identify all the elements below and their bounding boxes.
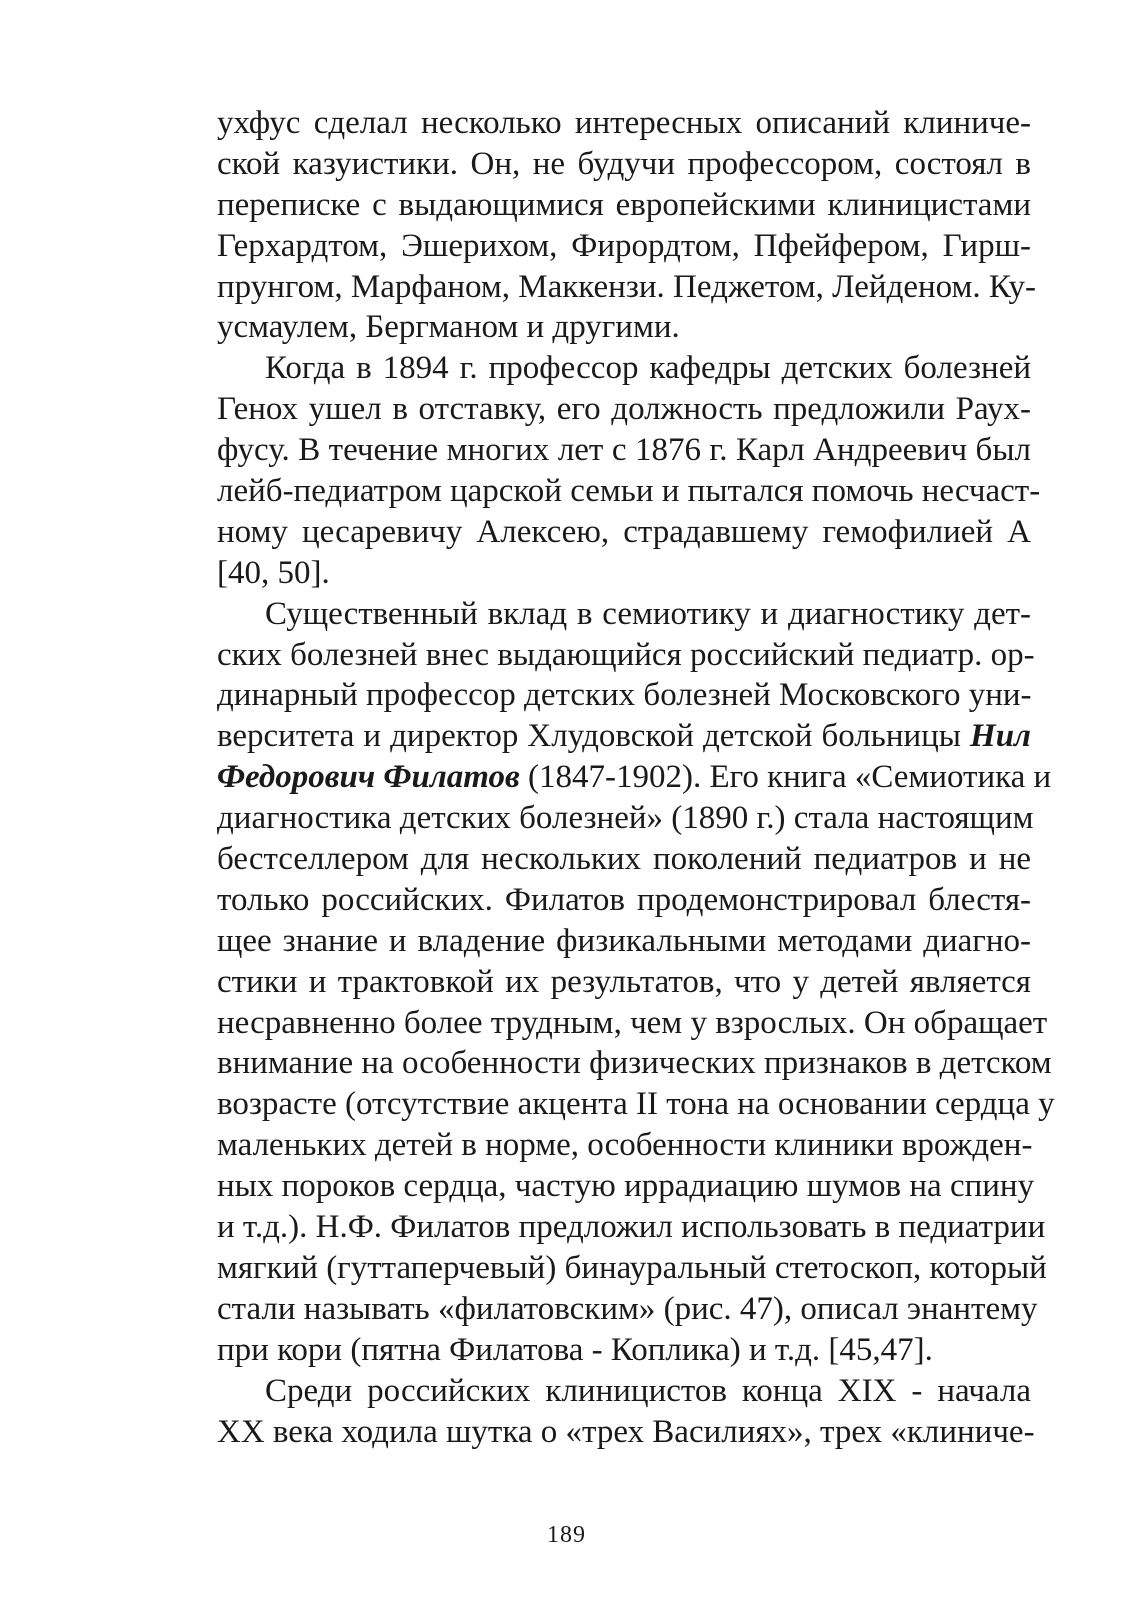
text-line: возрасте (отсутствие акцента II тона на основании сердца у <box>217 1086 1055 1123</box>
person-name-emphasis: Нил <box>970 718 1031 755</box>
text-line: прунгом, Марфаном, Маккензи. Педжетом, Лейденом. Ку- <box>217 268 1036 305</box>
text-line: ской казуистики. Он, не будучи профессором, состоял в <box>217 145 1031 182</box>
body-text <box>217 103 1055 1452</box>
text-line: Когда в 1894 г. профессор кафедры детских болезней <box>265 350 1031 387</box>
text-line: [40, 50]. <box>217 554 330 591</box>
text-line: переписке с выдающимися европейскими клиницистами <box>217 186 1031 223</box>
text-line: Среди российских клиницистов конца XIX - начала <box>265 1372 1031 1409</box>
text-line: XX века ходила шутка о «трех Василиях», трех «клиниче- <box>217 1413 1035 1450</box>
text-line: маленьких детей в норме, особенности клиники врожден- <box>217 1127 1033 1164</box>
text-line: усмаулем, Бергманом и другими. <box>217 309 680 346</box>
text-line: стики и трактовкой их результатов, что у детей является <box>217 963 1031 1000</box>
text-line: при кори (пятна Филатова - Коплика) и т.д. [45,47]. <box>217 1331 933 1368</box>
text-span: верситета и директор Хлудовской детской больницы <box>217 718 961 755</box>
paragraph-3 <box>217 594 1055 1371</box>
text-line: диагностика детских болезней» (1890 г.) стала настоящим <box>217 800 1034 837</box>
text-line: внимание на особенности физических признаков в детском <box>217 1045 1052 1082</box>
text-line: Генох ушел в отставку, его должность предложили Раух- <box>217 391 1031 428</box>
text-line: ному цесаревичу Алексею, страдавшему гемофилией А <box>217 513 1031 550</box>
text-line: щее знание и владение физикальными методами диагно- <box>217 922 1031 959</box>
text-line: Герхардтом, Эшерихом, Фирордтом, Пфейфером, Гирш- <box>217 227 1031 264</box>
text-line: Существенный вклад в семиотику и диагностику дет- <box>265 595 1031 632</box>
page-number: 189 <box>547 1522 586 1548</box>
text-line: ных пороков сердца, частую иррадиацию шумов на спину <box>217 1168 1035 1205</box>
paragraph-1 <box>217 103 1036 348</box>
text-line: только российских. Филатов продемонстрировал блестя- <box>217 881 1031 918</box>
text-line <box>217 757 1052 798</box>
text-line: лейб-педиатром царской семьи и пытался помочь несчаст- <box>217 473 1041 510</box>
text-line: ухфус сделал несколько интересных описаний клиниче- <box>217 105 1031 141</box>
paragraph-4 <box>217 1371 1035 1453</box>
text-line: динарный профессор детских болезней Московского уни- <box>217 677 1032 714</box>
text-line: фусу. В течение многих лет с 1876 г. Карл Андреевич был <box>217 432 1031 469</box>
text-span: (1847-1902). Его книга «Семиотика и <box>528 759 1052 796</box>
paragraph-2 <box>217 348 1041 593</box>
text-line: ских болезней внес выдающийся российский педиатр. ор- <box>217 636 1035 673</box>
text-line: и т.д.). Н.Ф. Филатов предложил использовать в педиатрии <box>217 1209 1046 1246</box>
person-name-emphasis: Федорович Филатов <box>217 759 520 796</box>
text-line: бестселлером для нескольких поколений педиатров и не <box>217 841 1031 878</box>
text-line: стали называть «филатовским» (рис. 47), описал энантему <box>217 1290 1038 1327</box>
text-line: несравненно более трудным, чем у взрослых. Он обращает <box>217 1004 1048 1041</box>
text-line <box>217 716 1031 757</box>
text-line: мягкий (гуттаперчевый) бинауральный стетоскоп, который <box>217 1249 1047 1286</box>
